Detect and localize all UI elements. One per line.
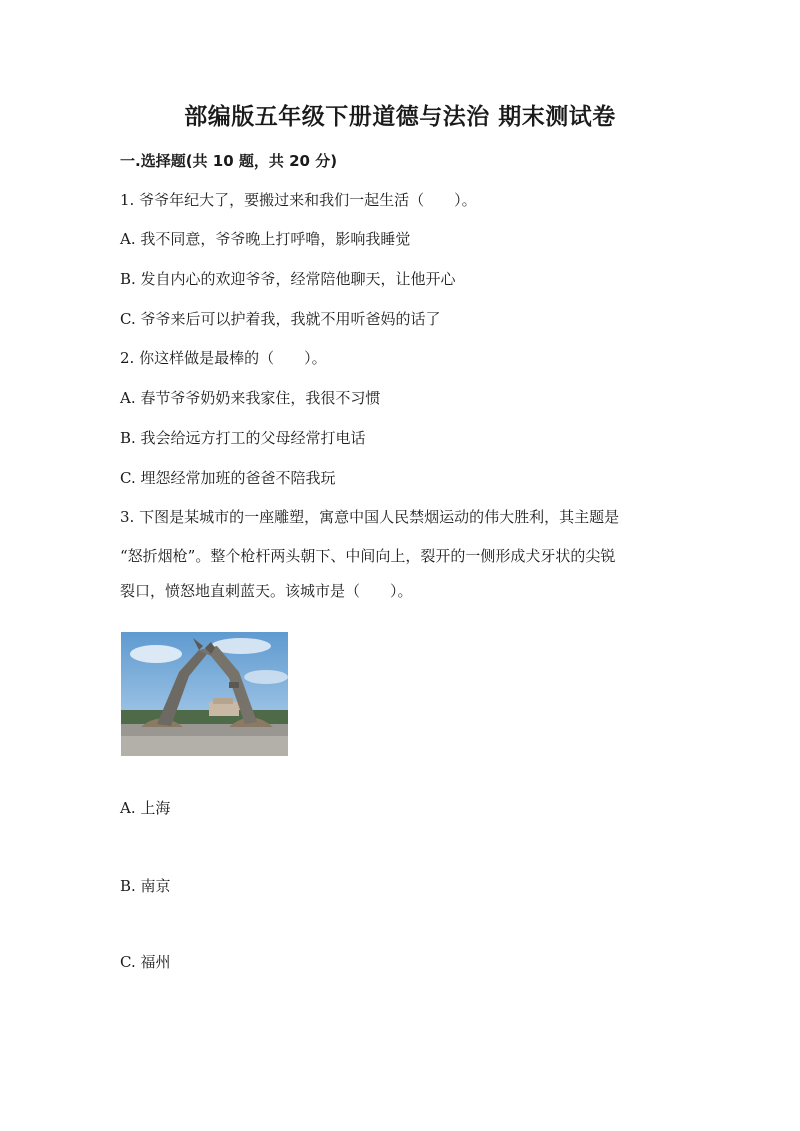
question-3-stem-line-1: 3. 下图是某城市的一座雕塑，寓意中国人民禁烟运动的伟大胜利，其主题是 <box>120 508 620 526</box>
question-2-option-a: A. 春节爷爷奶奶来我家住，我很不习惯 <box>120 389 381 407</box>
question-3-option-a: A. 上海 <box>120 799 171 817</box>
question-2-option-b: B. 我会给远方打工的父母经常打电话 <box>120 429 366 447</box>
question-3-option-b: B. 南京 <box>120 877 171 895</box>
question-2-stem: 2. 你这样做是最棒的（ ）。 <box>120 349 327 367</box>
question-1-option-b: B. 发自内心的欢迎爷爷，经常陪他聊天，让他开心 <box>120 270 456 288</box>
page-title: 部编版五年级下册道德与法治 期末测试卷 <box>184 104 616 130</box>
sculpture-photo <box>121 632 288 756</box>
question-1-stem: 1. 爷爷年纪大了，要搬过来和我们一起生活（ ）。 <box>120 191 477 209</box>
question-3-stem-line-3: 裂口，愤怒地直刺蓝天。该城市是（ ）。 <box>120 582 413 600</box>
question-2-option-c: C. 埋怨经常加班的爸爸不陪我玩 <box>120 469 336 487</box>
question-3-stem-line-2: “怒折烟枪”。整个枪杆两头朝下、中间向上，裂开的一侧形成犬牙状的尖锐 <box>120 547 616 565</box>
question-1-option-c: C. 爷爷来后可以护着我，我就不用听爸妈的话了 <box>120 310 441 328</box>
question-3-option-c: C. 福州 <box>120 953 171 971</box>
question-1-option-a: A. 我不同意，爷爷晚上打呼噜，影响我睡觉 <box>120 230 411 248</box>
section-heading: 一.选择题(共 10 题，共 20 分) <box>120 152 338 170</box>
